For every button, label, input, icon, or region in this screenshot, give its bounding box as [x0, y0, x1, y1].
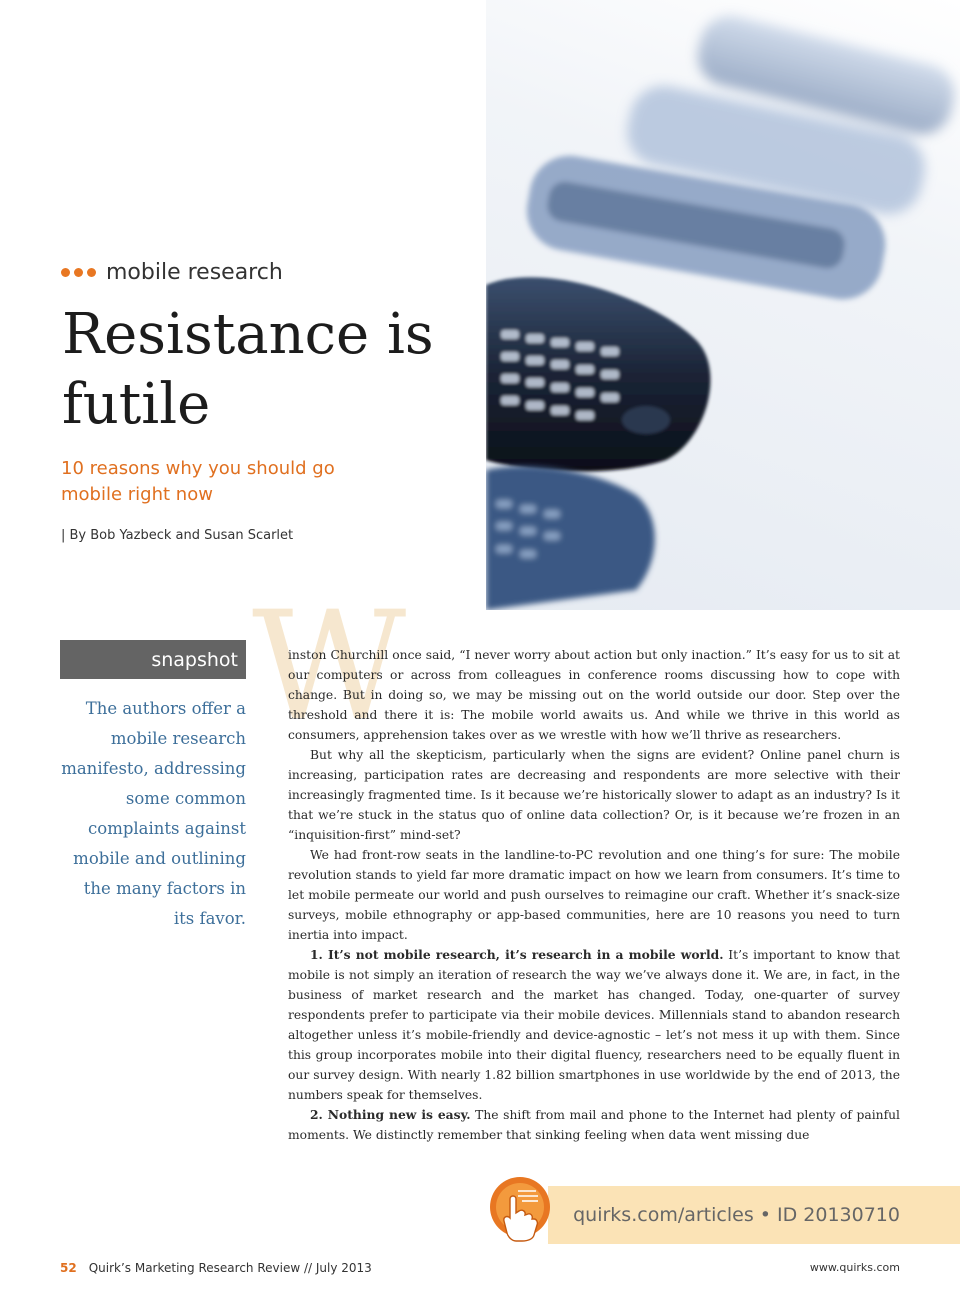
article-paragraph: [288, 945, 900, 1105]
dot-icon: [61, 268, 70, 277]
article-paragraph: inston Churchill once said, “I never worry about action but only inaction.” It’s easy for us to sit at our computers or across from colleagues in conference rooms discussing how to cope with change. But in doing so, we may be missing out on the world outside our door. Step over the threshold and there it is: The mobile world awaits us. And while we thrive in this world as consumers, apprehension takes over as we wrestle with how we’ll thrive as researchers.: [288, 648, 900, 742]
snapshot-header: [60, 640, 246, 679]
article-paragraph: [288, 1105, 900, 1145]
article-title: Resistance is futile: [62, 302, 434, 437]
reason-heading: 1. It’s not mobile research, it’s research in a mobile world.: [310, 947, 724, 962]
article-paragraph: We had front-row seats in the landline-to-PC revolution and one thing’s for sure: The mobile revolution stands to yield far more dramatic impact on how we learn from consumers. It’s time to let mobile permeate our world and push ourselves to reimagine our craft. Whether it’s snack-size surveys, mobile ethnography or app-based communities, here are 10 reasons you need to turn inertia into impact.: [288, 848, 900, 942]
article-url-text[interactable]: quirks.com/articles • ID 20130710: [573, 1204, 900, 1226]
snapshot-text: The authors offer a mobile research manifesto, addressing some common complaints against mobile and outlining the many factors in its favor.: [61, 699, 246, 928]
drop-cap: W: [252, 580, 407, 754]
reason-body: It’s important to know that mobile is not simply an iteration of research the way we’ve always done it. We are, in fact, in the business of market research and the market has changed. Today, one-quarter of survey respondents prefer to participate via their mobile devices. Millennials stand to abandon research altogether unless it’s mobile-friendly and device-agnostic – let’s not mess it up with them. Since this group incorporates mobile into their digital fluency, researchers need to be equally fluent in our survey design. With nearly 1.82 billion smartphones in use worldwide by the end of 2013, the numbers speak for themselves.: [288, 948, 900, 1102]
publication-info: Quirk’s Marketing Research Review // July 2013: [88, 1261, 372, 1275]
section-dots: [61, 268, 96, 277]
article-paragraph: But why all the skepticism, particularly when the signs are evident? Online panel churn is increasing, participation rates are decreasing and respondents are more selective with their increasingly fragmented time. Is it because we’re historically slower to adapt as an industry? Is it that we’re stuck in the status quo of online data collection? Or, is it because we’re frozen in an “inquisition-first” mind-set?: [288, 748, 900, 842]
footer-left: [60, 1261, 372, 1275]
dot-icon: [74, 268, 83, 277]
snapshot-header-label: snapshot: [151, 648, 238, 671]
section-tag: [61, 255, 283, 289]
byline: | By Bob Yazbeck and Susan Scarlet: [61, 528, 294, 543]
phones-photo: [486, 0, 960, 610]
article-subtitle: 10 reasons why you should go mobile right now: [61, 458, 335, 505]
reason-body: The shift from mail and phone to the Internet had plenty of painful moments. We distinctly remember that sinking feeling when data went missing due: [288, 1108, 900, 1142]
click-hand-icon[interactable]: [488, 1175, 552, 1243]
page-number: 52: [60, 1261, 77, 1275]
hero-phones-photo: [486, 0, 960, 610]
article-url-banner[interactable]: [548, 1186, 960, 1244]
article-body: [288, 645, 900, 1145]
footer-website[interactable]: www.quirks.com: [809, 1261, 900, 1274]
section-label: mobile research: [106, 259, 283, 285]
dot-icon: [87, 268, 96, 277]
reason-heading: 2. Nothing new is easy.: [310, 1107, 471, 1122]
